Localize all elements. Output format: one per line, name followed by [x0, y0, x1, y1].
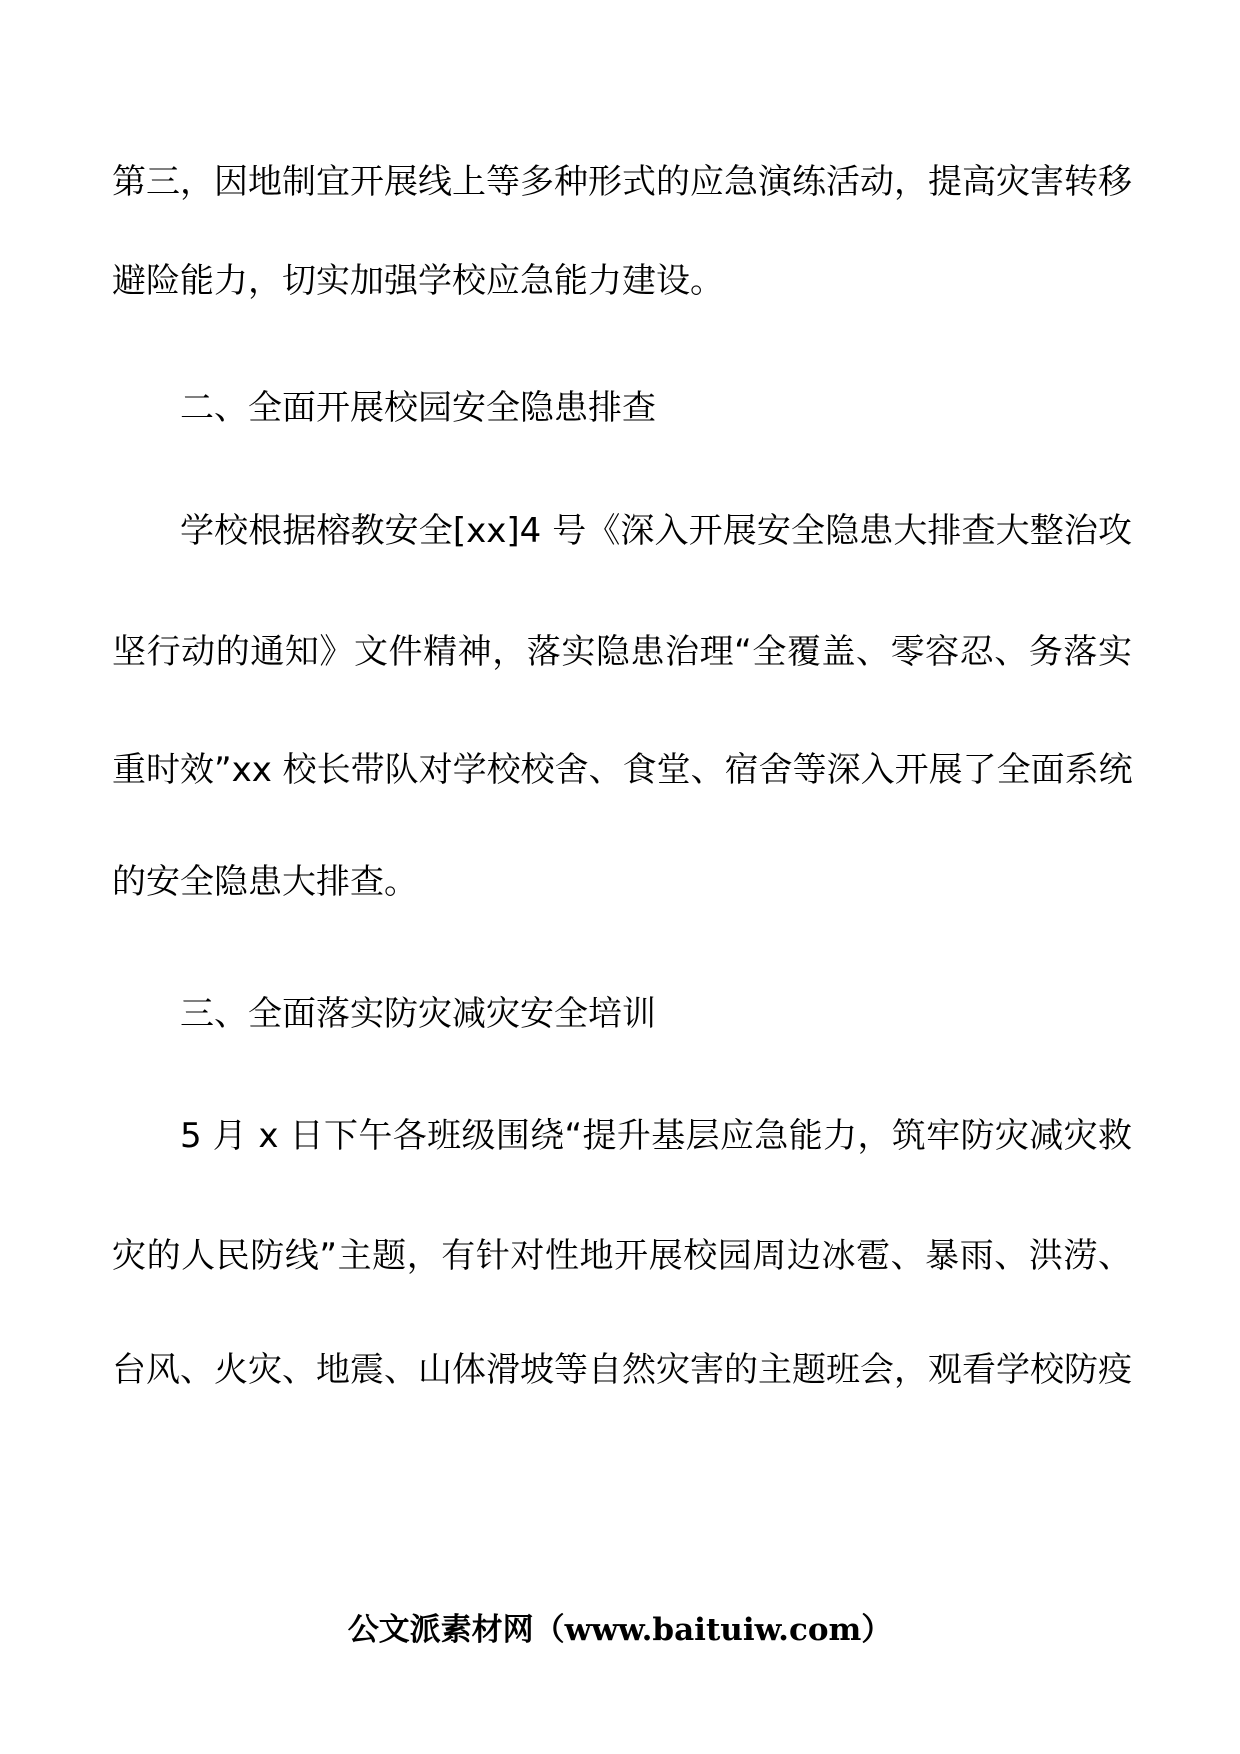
paragraph-line: 第三，因地制宜开展线上等多种形式的应急演练活动，提高灾害转移: [112, 162, 1132, 202]
footer-watermark-text: 公文派素材网（www.baituiw.com）: [347, 1612, 893, 1648]
section-heading: 二、全面开展校园安全隐患排查: [180, 388, 656, 428]
paragraph-line: 重时效”xx 校长带队对学校校舍、食堂、宿舍等深入开展了全面系统: [112, 750, 1133, 790]
paragraph-line: 避险能力，切实加强学校应急能力建设。: [112, 261, 724, 301]
paragraph-line: 的安全隐患大排查。: [112, 862, 418, 902]
paragraph-line: 5 月 x 日下午各班级围绕“提升基层应急能力，筑牢防灾减灾救: [180, 1116, 1132, 1156]
paragraph-line: 坚行动的通知》文件精神，落实隐患治理“全覆盖、零容忍、务落实: [112, 632, 1132, 672]
paragraph-line: 学校根据榕教安全[xx]4 号《深入开展安全隐患大排查大整治攻: [180, 511, 1132, 551]
paragraph-line: 台风、火灾、地震、山体滑坡等自然灾害的主题班会，观看学校防疫: [112, 1350, 1132, 1390]
paragraph-line: 灾的人民防线”主题，有针对性地开展校园周边冰雹、暴雨、洪涝、: [112, 1236, 1132, 1276]
section-heading: 三、全面落实防灾减灾安全培训: [180, 994, 656, 1034]
